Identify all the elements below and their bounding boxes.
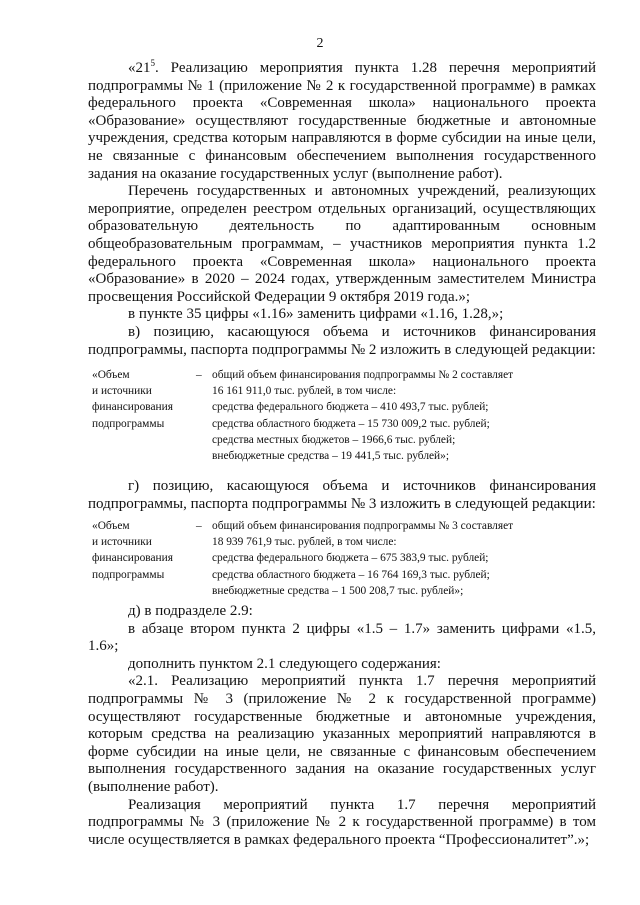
funding-values xyxy=(212,518,602,599)
label-line: и источники xyxy=(92,385,152,398)
value-line: средства федерального бюджета – 675 383,9 тыс. рублей; xyxy=(212,552,489,565)
dash-separator: – xyxy=(196,520,202,532)
paragraph-lead: «21 xyxy=(128,60,151,76)
paragraph-point-35: в пункте 35 цифры «1.16» заменить цифрами «1.16, 1.28,»; xyxy=(128,306,504,323)
paragraph-body: . Реализацию мероприятия пункта 1.28 перечня мероприятий подпрограммы № 1 (приложение № 2 к государственной программе) в рамках федерального проекта «Современная школа» национального проекта «Образование» осуществляют государственные бюджетные и автономные учреждения, средства которым направляются в форме субсидии на иные цели, не связанные с финансовым обеспечением выполнения государственного задания на оказание государственных услуг (выполнение работ). xyxy=(88,60,596,182)
funding-label xyxy=(92,518,192,583)
value-line: общий объем финансирования подпрограммы № 2 составляет xyxy=(212,369,514,381)
value-line: общий объем финансирования подпрограммы № 3 составляет xyxy=(212,520,514,532)
superscript: 5 xyxy=(150,58,155,68)
funding-values xyxy=(212,367,602,464)
label-line: подпрограммы xyxy=(92,417,165,430)
value-line: внебюджетные средства – 19 441,5 тыс. рублей»; xyxy=(212,450,450,463)
page-number: 2 xyxy=(316,36,324,51)
paragraph-add-2-1: дополнить пунктом 2.1 следующего содержания: xyxy=(128,655,441,672)
paragraph-21-5 xyxy=(88,60,596,183)
paragraph-abzac-2: в абзаце втором пункта 2 цифры «1.5 – 1.7» заменить цифрами «1.5, 1.6»; xyxy=(88,620,596,655)
value-line: 16 161 911,0 тыс. рублей, в том числе: xyxy=(212,385,397,398)
label-line: подпрограммы xyxy=(92,568,165,581)
text-block-3 xyxy=(88,603,596,849)
paragraph-institutions: Перечень государственных и автономных учреждений, реализующих мероприятие, определен реестром отдельных организаций, осуществляющих образовательную деятельность по адаптированным основным общеобразовательным программам, – участников мероприятия пункта 1.2 федерального проекта «Современная школа» национального проекта «Образование» в 2020 – 2024 годах, утвержденным заместителем Министра просвещения Российской Федерации 9 октября 2019 года.»; xyxy=(88,183,596,305)
value-line: средства федерального бюджета – 410 493,7 тыс. рублей; xyxy=(212,401,489,414)
label-line: финансирования xyxy=(92,401,173,414)
paragraph-professionalitet: Реализация мероприятий пункта 1.7 перечня мероприятий подпрограммы № 3 (приложение № 2 к государственной программе) в том числе осуществляется в рамках федерального проекта “Профессионалитет”.»; xyxy=(88,796,596,848)
value-line: внебюджетные средства – 1 500 208,7 тыс. рублей»; xyxy=(212,584,464,597)
label-line: и источники xyxy=(92,536,152,549)
value-line: средства областного бюджета – 15 730 009,2 тыс. рублей; xyxy=(212,417,490,430)
label-line: «Объем xyxy=(92,520,130,532)
funding-table-subprogram-3 xyxy=(92,518,602,600)
funding-table-subprogram-2 xyxy=(92,367,602,465)
text-block-2 xyxy=(88,478,596,513)
paragraph-item-d: д) в подразделе 2.9: xyxy=(128,603,253,619)
dash-separator: – xyxy=(196,369,202,381)
value-line: 18 939 761,9 тыс. рублей, в том числе: xyxy=(212,536,397,549)
paragraph-item-g: г) позицию, касающуюся объема и источников финансирования подпрограммы, паспорта подпрограммы № 3 изложить в следующей редакции: xyxy=(88,478,596,512)
label-line: «Объем xyxy=(92,369,130,381)
text-block-1 xyxy=(88,60,596,359)
value-line: средства местных бюджетов – 1966,6 тыс. рублей; xyxy=(212,433,456,446)
funding-label xyxy=(92,367,192,432)
value-line: средства областного бюджета – 16 764 169,3 тыс. рублей; xyxy=(212,568,490,581)
paragraph-item-v: в) позицию, касающуюся объема и источников финансирования подпрограммы, паспорта подпрограммы № 2 изложить в следующей редакции: xyxy=(88,323,596,358)
label-line: финансирования xyxy=(92,552,173,565)
paragraph-2-1: «2.1. Реализацию мероприятий пункта 1.7 перечня мероприятий подпрограммы № 3 (приложение № 2 к государственной программе) осуществляют государственные бюджетные и автономные учреждения, которым средства на реализацию указанных мероприятий направляются в форме субсидии на иные цели, не связанные с финансовым обеспечением выполнения государственного задания на оказание государственных услуг (выполнение работ). xyxy=(88,673,596,795)
